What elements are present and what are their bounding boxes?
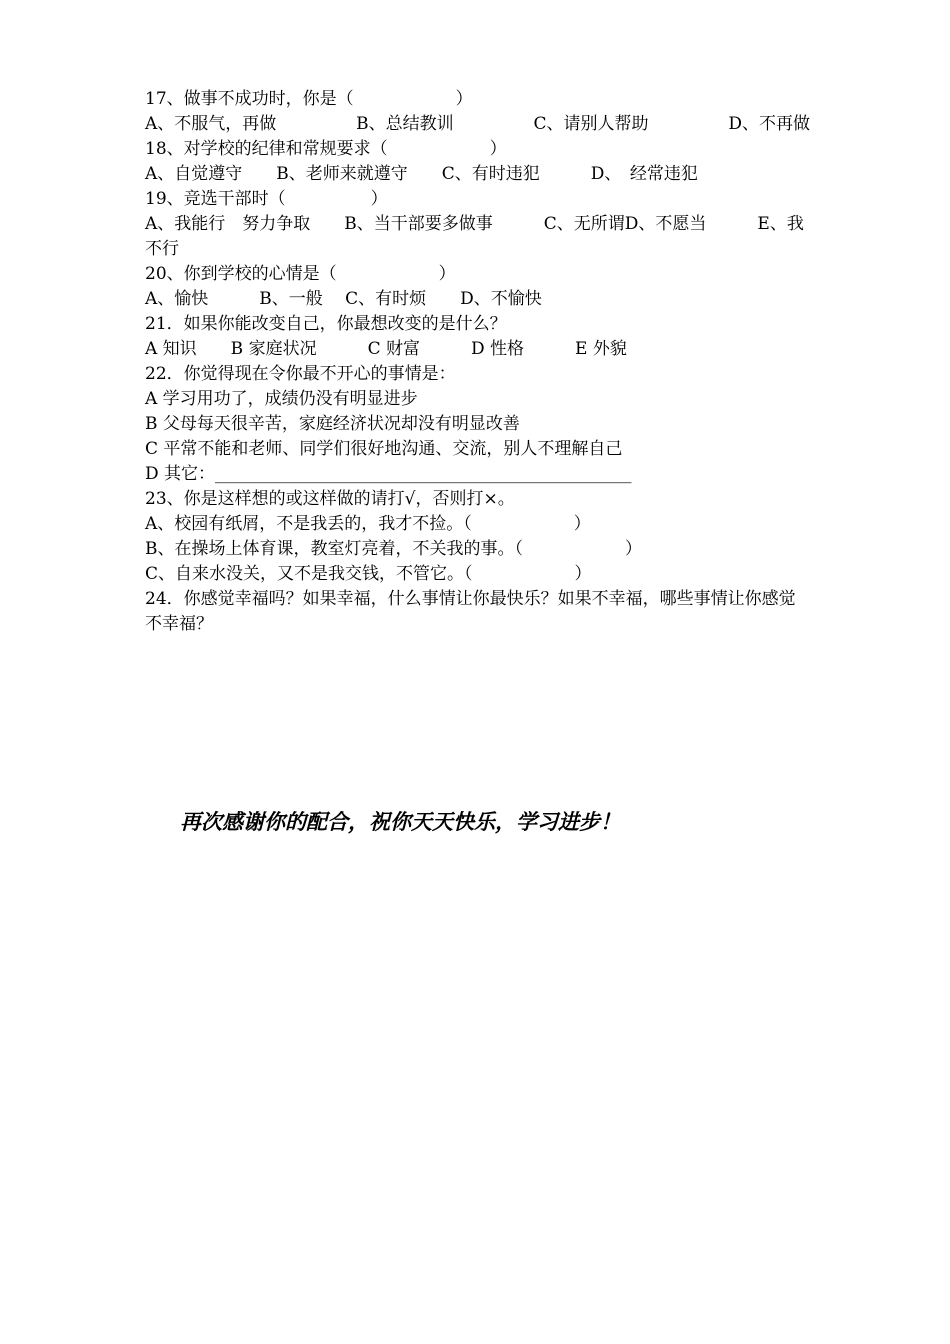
option-a: A、不服气，再做: [145, 114, 277, 134]
question-22: 22．你觉得现在令你最不开心的事情是：: [145, 364, 456, 384]
question-21-options: A 知识 B 家庭状况 C 财富 D 性格 E 外貌: [145, 339, 627, 359]
option-b: B、总结教训: [356, 114, 454, 134]
question-18-options: A、自觉遵守 B、老师来就遵守 C、有时违犯 D、 经常违犯: [145, 164, 698, 184]
question-20-options: A、愉快 B、一般 C、有时烦 D、不愉快: [145, 289, 542, 309]
option-c: C、请别人帮助: [533, 114, 649, 134]
question-21: 21．如果你能改变自己，你最想改变的是什么？: [145, 314, 507, 334]
question-23-item-a: A、校园有纸屑，不是我丢的，我才不捡。（ ）: [145, 514, 591, 534]
question-22-option-a: A 学习用功了，成绩仍没有明显进步: [145, 389, 418, 409]
option-d: D、不再做: [728, 114, 810, 134]
questionnaire: [145, 87, 810, 637]
question-18: 18、对学校的纪律和常规要求（ ）: [145, 139, 507, 159]
question-17-options: [145, 112, 810, 137]
question-22-option-b: B 父母每天很辛苦，家庭经济状况却没有明显改善: [145, 414, 520, 434]
question-19-options: A、我能行 努力争取 B、当干部要多做事 C、无所谓D、不愿当 E、我不行: [145, 214, 804, 259]
question-19: 19、竞选干部时（ ）: [145, 189, 388, 209]
question-23-item-b: B、在操场上体育课，教室灯亮着，不关我的事。（ ）: [145, 539, 642, 559]
question-20: 20、你到学校的心情是（ ）: [145, 264, 456, 284]
question-23-item-c: C、自来水没关，又不是我交钱，不管它。（ ）: [145, 564, 592, 584]
closing-message: 再次感谢你的配合，祝你天天快乐，学习进步！: [180, 809, 621, 834]
question-22-option-d: D 其它：_________________________________________________: [145, 464, 632, 484]
question-23: 23、你是这样想的或这样做的请打√，否则打×。: [145, 489, 515, 509]
question-17: 17、做事不成功时，你是（ ）: [145, 89, 473, 109]
question-24: 24．你感觉幸福吗？如果幸福，什么事情让你最快乐？如果不幸福，哪些事情让你感觉不幸福？: [145, 589, 796, 634]
question-22-option-c: C 平常不能和老师、同学们很好地沟通、交流，别人不理解自己: [145, 439, 623, 459]
